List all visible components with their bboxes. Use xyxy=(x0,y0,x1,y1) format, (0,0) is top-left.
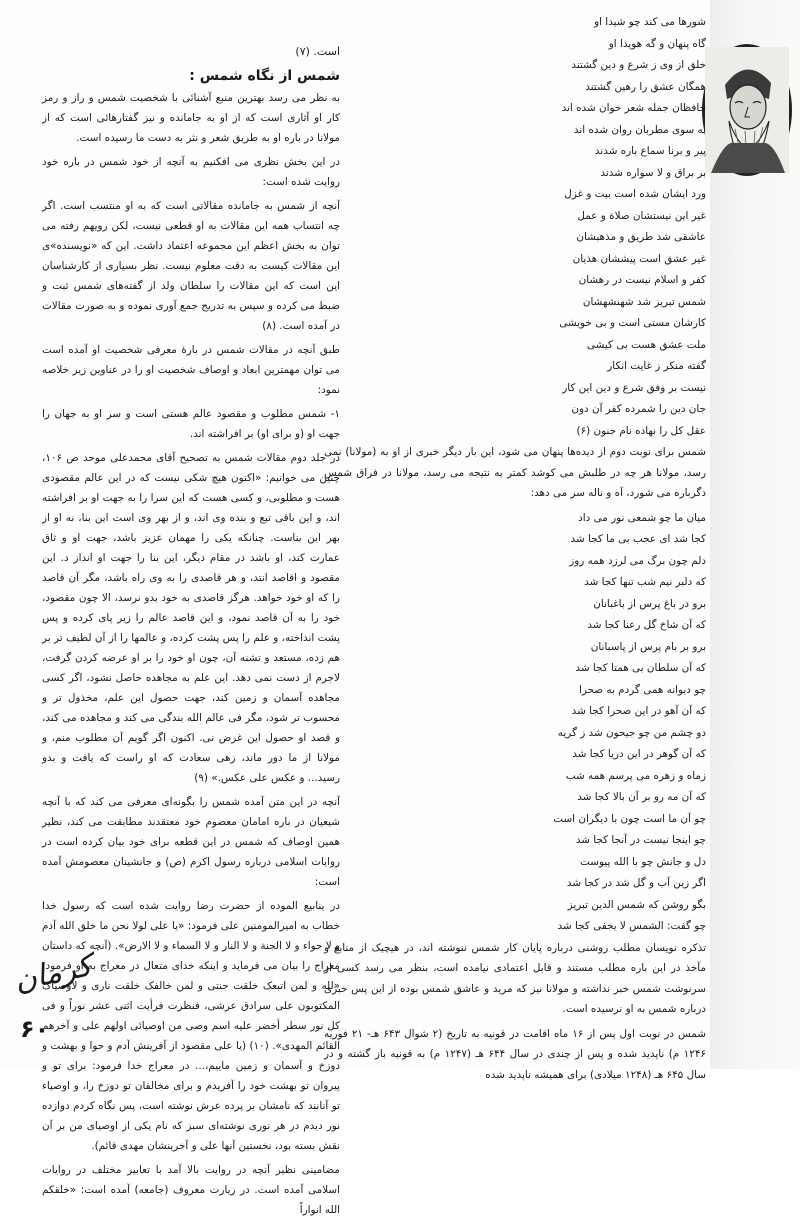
verse-text: میان ما چو شمعی نور می داد xyxy=(578,511,706,524)
verse-text: جان دین را شمرده کفر آن دون xyxy=(571,403,706,415)
verse-text: چو آن ما است چون با دیگران است xyxy=(553,812,706,825)
verse-line xyxy=(324,12,706,34)
verse-text: چو گفت: الشمس لا یخفی کجا شد xyxy=(557,920,706,932)
verse-line xyxy=(324,98,706,120)
verse-line xyxy=(324,572,706,594)
verse-text: زماه و زهره می پرسم همه شب xyxy=(565,769,706,782)
verse-text: ملت عشق هست بی کیشی xyxy=(586,338,706,351)
verse-text: حافظان جمله شعر خوان شده اند xyxy=(561,102,706,114)
verse-line xyxy=(324,916,706,938)
verse-text: برو در باغ پرس از باغبانان xyxy=(593,597,706,610)
verse-line xyxy=(324,508,706,530)
verse-text: شور‌ها می کند چو شید‌ا او xyxy=(594,16,706,28)
verse-line xyxy=(324,766,706,788)
verse-line xyxy=(324,421,706,443)
verse-text: همگان عشق را رهین گشتند xyxy=(585,80,706,93)
paragraph: در جلد دوم مقالات شمس به تصحیح آقای محمدعلی موحد ص ۱۰۶، چنین می خوانیم: «اکنون هیچ شکی نیست که در این عالم مقصودی هست و مطلوبی، و کسی هست که این سرا را به جهت او بر افراشته اند، و این باقی تبع و بنده وی اند، و از بهر وی است این بنا، نه او از بهر این بناست. چنانکه یکی را مهمان عزیز باشد، جهت او و ثاق عمارت کند، او باشد در مقام دیگر، این بنا را جهت او انداز د. این مقصود و اقاصد انتد، و هر قاصدی را به وی راه باشد، مگر آن قاصد را که او خود خواهد. هرگز قاصدی به خود بدو نرسد، الا چون مقصود، خود را به آن قاصد نمود، و این قاصد عالم را زیر پای کرده و پس پشت انداخته، و علم را پس پشت کرده، و عالمها را از آن لطیف تر بر هم زده، مستعد و تشنه آن، چون او خود را بر او عرضه کردن گرفت، لاجرم از دست نمی دهد. این علم به مجاهده حاصل نشود، اگر کسی مجاهده آسمان و زمین کند، جهت حصول این علم، مخذول تر و محسوب تر شود، مگر فی عالم الله بندگی می کند و مجاهده می کند، و قصد او حصول این غرض نی. اکنون اگر گویم آن مطلوب منم، و مولانا از ما دور ماند، زهی سعادت که او راست که یافت و بدو رسید... و عکس علی عکس.» (۹) xyxy=(42,452,340,784)
verse-text: نیست بر وفق شرع و دین این کار xyxy=(562,381,706,394)
verse-text: گفته منکر ز غایت انکار xyxy=(607,360,706,372)
verse-text: دو چشم من چو جیحون شد ز گریه xyxy=(557,726,706,739)
verse-line xyxy=(324,895,706,917)
paragraph: آنچه در این متن آمده شمس را بگونه‌ای معرفی می کند که با آنچه شیعیان در باره امامان معصوم خود معتقدند مطابقت می کند، نظیر همین اوصاف که شمس در این قطعه برای خود بیان کرده است در روایات اسلامی درباره رسول اکرم (ص) و جانشینان معصومش آمده است: xyxy=(42,796,340,888)
paragraph: آنچه از شمس به جامانده مقالاتی است که به او منتسب است. اگر چه انتساب همه این مقالات به او قطعی نیست، لکن رویهم رفته می توان به بخش اعظم این مجموعه اعتماد داشت. این که «نویسنده»ی این مقالات کیست به دقت معلوم نیست. نظر بسیاری از کارشناسان این است که این مقالات را سلطان ولد از گفته‌های شمس ثبت و ضبط می کرده و سپس به تدریج جمع آوری نموده و به صورت مقالات در آمده است. (۸) xyxy=(42,200,340,332)
verse-line xyxy=(324,529,706,551)
paragraph: تذکره نویسان مطلب روشنی درباره پایان کار شمس ننوشته اند، در هیچیک از منابع و مآخذ در این باره مطلب مستند و قابل اعتمادی نیامده است، بنظر می رسد کسی از سرنوشت شمس خبر نداشته و مولانا نیز که مرید و عاشق شمس بوده از این پس خبری درباره شمس به او نرسیده است. xyxy=(324,941,706,1015)
right-column xyxy=(324,12,706,1089)
verse-line xyxy=(324,594,706,616)
verse-line xyxy=(324,120,706,142)
verse-line xyxy=(324,335,706,357)
verse-line xyxy=(324,270,706,292)
verse-text: کارشان مستی است و بی خویشی xyxy=(559,317,706,329)
verse-line xyxy=(324,615,706,637)
verse-text: عاشقی شد طریق و مذهبشان xyxy=(576,231,706,243)
verse-line xyxy=(324,658,706,680)
verse-text: که آن شاخ گل رعنا کجا شد xyxy=(587,619,706,631)
verse-line xyxy=(324,787,706,809)
verse-text: که آن آهو در این صحرا کجا شد xyxy=(571,705,706,717)
paragraph: طبق آنچه در مقالات شمس در بارهٔ معرفی شخصیت او آمده است می توان مهمترین ابعاد و اوصاف شخصیت او را در عناوین زیر خلاصه نمود: xyxy=(42,344,340,396)
paragraph: در این بخش نظری می افکنیم به آنچه از خود شمس در باره خود روایت شده است: xyxy=(42,156,340,188)
poem-intro xyxy=(324,12,706,442)
verse-text: بر براق و لا سواره شدند xyxy=(600,166,706,179)
verse-text: گاه پنهان و گه هویدا او xyxy=(608,37,706,50)
verse-text: عقل کل را نهاده نام جنون (۶) xyxy=(576,424,706,437)
paragraph: ۱- شمس مطلوب و مقصود عالم هستی است و سر او به جهان را جهت او (و برای او) بر افراشته اند. xyxy=(42,408,340,440)
poem-second xyxy=(324,508,706,938)
verse-line xyxy=(324,744,706,766)
verse-line xyxy=(324,723,706,745)
verse-line xyxy=(324,141,706,163)
paragraph: شمس در نوبت اول پس از ۱۶ ماه اقامت در قونیه به تاریخ (۲ شوال ۶۴۳ هـ- ۲۱ فوریه ۱۲۴۶ م) ناپدید شده و پس از چندی در سال ۶۴۴ هـ (۱۲۴۷ م) به قونیه باز گشته و در سال ۶۴۵ هـ (۱۲۴۸ میلادی) برای همیشه ناپدید شده xyxy=(324,1027,706,1081)
verse-text: که آن سلطان بی همتا کجا شد xyxy=(575,662,706,674)
verse-line xyxy=(324,206,706,228)
verse-text: که دلبر نیم شب تنها کجا شد xyxy=(584,576,706,588)
verse-text: چو دیوانه همی گردم به صحرا xyxy=(578,683,706,696)
paragraph: مضامینی نظیر آنچه در روایت بالا آمد با تعابیر مختلف در روایات اسلامی آمده است. در زیارت معروف (جامعه) آمده است: «خلقکم الله انواراً xyxy=(42,1164,340,1216)
verse-line xyxy=(324,637,706,659)
verse-line xyxy=(324,701,706,723)
verse-line xyxy=(324,378,706,400)
verse-text: برو بر بام پرس از پاسبانان xyxy=(590,640,706,653)
verse-text: کجا شد ای عجب بی ما کجا شد xyxy=(570,533,706,545)
magazine-logo: کرمان xyxy=(11,948,95,999)
verse-text: که آن مه رو بر آن بالا کجا شد xyxy=(577,791,706,803)
verse-text: چو اینجا نیست در آنجا کجا شد xyxy=(575,834,706,846)
verse-line xyxy=(324,184,706,206)
verse-text: بگو روشن که شمس الدین تبریز xyxy=(567,898,706,911)
left-column xyxy=(42,42,340,1224)
verse-line xyxy=(324,249,706,271)
verse-line xyxy=(324,313,706,335)
verse-line xyxy=(324,680,706,702)
section-heading: شمس از نگاه شمس : xyxy=(189,68,340,84)
paragraph: به نظر می رسد بهترین منبع آشنائی با شخصیت شمس و راز و رمز کار او آثاری است که از او به جامانده و نیز گفتارهائی است که از مولانا در باره او به طریق شعر و نثر به دست ما رسیده است. xyxy=(42,92,340,144)
rumi-portrait-icon xyxy=(702,44,792,176)
verse-text: به سوی مطربان روان شده اند xyxy=(573,123,706,136)
verse-line xyxy=(324,551,706,573)
verse-line xyxy=(324,830,706,852)
verse-text: اگر زین آب و گل شد در کجا شد xyxy=(566,877,706,889)
paragraph: در ینابیع الموده از حضرت رضا روایت شده است که رسول خدا خطاب به امیرالمومنین علی فرمود: «یا علی لولا نحن ما خلق الله آدم و لا حواء و لا الجنة و لا النار و لا السماء و لا الارض». (آنچه که داستان معراج را بیان می فرماید و اینکه خدای متعال در معراج به او فرمود: «لله و لمن اتبعک خلقت جنتی و لمن خالفک خلقت ناری و لاوصیاک المکتوبون علی سرادق عرشی، فنظرت فرأیت اثنی عشر نوراً و فی کل نور سطر أخضر علیه اسم وصی من اوصیائی اولهم علی و آخرهم القائم المهدی». (۱۰) (یا علی مقصود از آفرینش آدم و حوا و بهشت و دوزخ و آسمان و زمین ماییم،... در معراج خدا فرمود: برای تو و پیروان تو بهشت خود را آفریدم و برای مخالفان تو دوزخ را، و اوصیاء تو آنانند که نامشان بر پرده عرش نوشته است، پس نگاه کردم دوازده نور دیدم در هر نوری نوشته‌ای سبز که نام یکی از اوصیای من بر آن نقش بسته بود، نخستین آنها علی و آخرینشان مهدی قائم). xyxy=(42,900,340,1152)
verse-line xyxy=(324,852,706,874)
page-number: ۶۰ xyxy=(20,1015,50,1043)
verse-text: غیر عشق است پیششان هذیان xyxy=(572,252,706,265)
verse-line xyxy=(324,399,706,421)
verse-line xyxy=(324,55,706,77)
verse-line xyxy=(324,356,706,378)
verse-text: که آن گوهر در این دریا کجا شد xyxy=(572,748,706,760)
verse-line xyxy=(324,34,706,56)
verse-line xyxy=(324,873,706,895)
verse-text: پیر و برنا سماع باره شدند xyxy=(594,145,706,157)
verse-line xyxy=(324,809,706,831)
verse-text: کفر و اسلام نیست در رهشان xyxy=(578,274,706,286)
verse-line xyxy=(324,77,706,99)
paragraph: است. (۷) xyxy=(295,45,340,58)
paragraph: شمس برای نوبت دوم از دیده‌ها پنهان می شود، این بار دیگر خبری از او به (مولانا) نمی رسد، مولانا هر چه در طلبش می کوشد کمتر به نتیجه می رسد، مولانا در فراق شمس دگرباره می شورد، آه و ناله سر می دهد: xyxy=(324,446,706,499)
verse-text: شمس تبریز شد شهنشهشان xyxy=(582,295,706,308)
verse-text: غیر این نیستشان صلاة و عمل xyxy=(577,209,706,222)
verse-line xyxy=(324,227,706,249)
verse-text: ورد ایشان شده است بیت و غزل xyxy=(564,188,706,200)
verse-text: دل و جانش چو با الله پیوست xyxy=(580,855,706,868)
verse-text: خلق از وی ز شرع و دین گشتند xyxy=(571,59,706,71)
verse-line xyxy=(324,163,706,185)
verse-text: دلم چون برگ می لرزد همه روز xyxy=(569,554,706,567)
verse-line xyxy=(324,292,706,314)
